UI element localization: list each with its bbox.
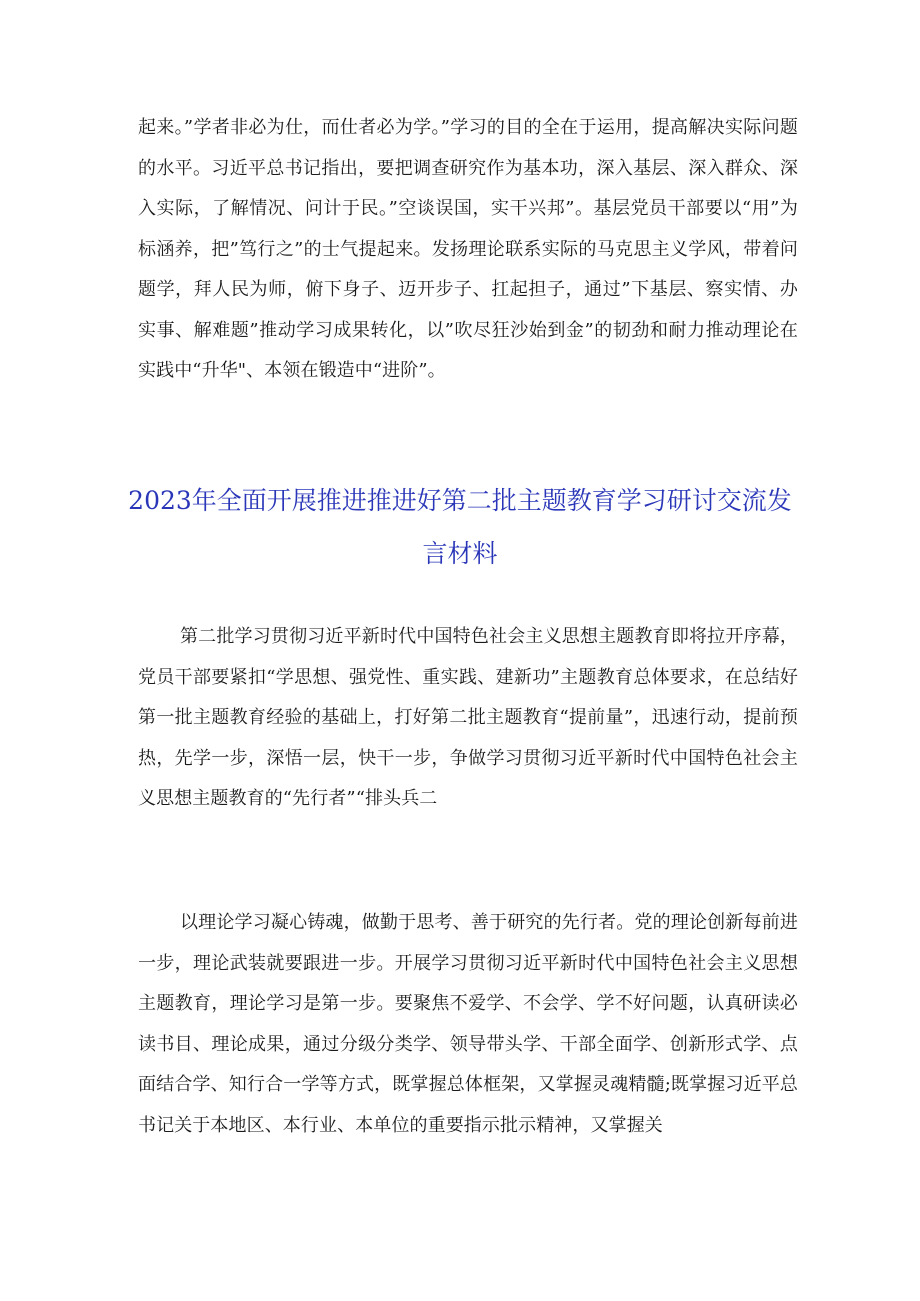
body-paragraph-3: 以理论学习凝心铸魂，做勤于思考、善于研究的先行者。党的理论创新每前进一步，理论武装就要跟进一步。开展学习贯彻习近平新时代中国特色社会主义思想主题教育，理论学习是第一步。要聚焦不爱学、不会学、学不好问题，认真研读必读书目、理论成果，通过分级分类学、领导带头学、干部全面学、创新形式学、点面结合学、知行合一学等方式，既掌握总体框架，又掌握灵魂精髓;既掌握习近平总书记关于本地区、本行业、本单位的重要指示批示精神，又掌握关	[138, 912, 798, 1136]
section-title: 2023年全面开展推进推进好第二批主题教育学习研讨交流发言材料	[128, 486, 792, 568]
body-paragraph-1: 起来。”学者非必为仕，而仕者必为学。”学习的目的全在于运用，提高解决实际问题的水平。习近平总书记指出，要把调查研究作为基本功，深入基层、深入群众、深入实际，了解情况、问计于民。”空谈误国，实干兴邦”。基层党员干部要以“用”为标涵养，把”笃行之”的士气提起来。发扬理论联系实际的马克思主义学风，带着问题学，拜人民为师，俯下身子、迈开步子、扛起担子，通过”下基层、察实情、办实事、解难题”推动学习成果转化，以”吹尽狂沙始到金”的韧劲和耐力推动理论在实践中“升华"、本领在锻造中“进阶”。	[138, 117, 798, 381]
body-paragraph-2: 第二批学习贯彻习近平新时代中国特色社会主义思想主题教育即将拉开序幕，党员干部要紧扣“学思想、强党性、重实践、建新功”主题教育总体要求，在总结好第一批主题教育经验的基础上，打好第二批主题教育“提前量”，迅速行动，提前预热，先学一步，深悟一层，快干一步，争做学习贯彻习近平新时代中国特色社会主义思想主题教育的“先行者”“排头兵二	[138, 626, 798, 809]
